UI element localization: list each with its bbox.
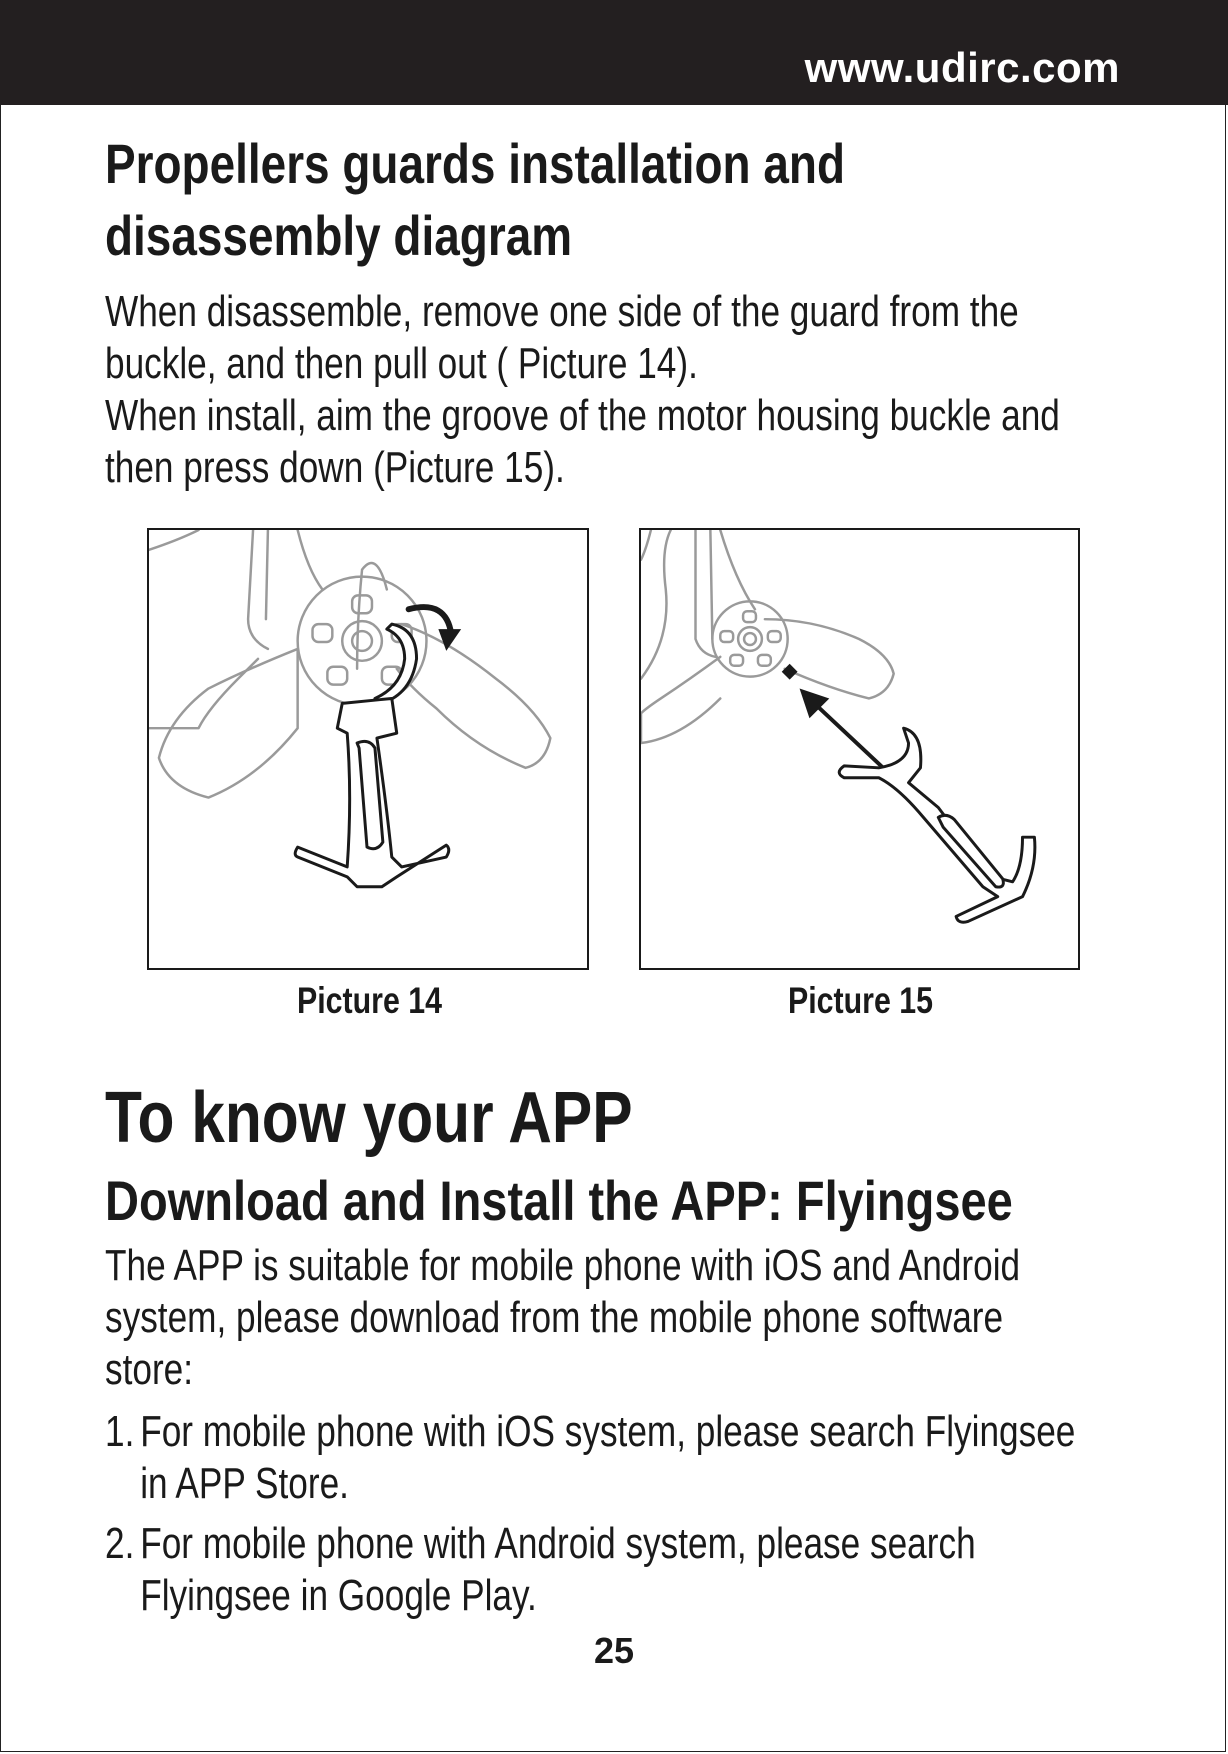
download-steps-list (105, 1406, 1145, 1630)
instructions-paragraph (105, 286, 1145, 494)
section-title-propeller-guards (105, 128, 1007, 272)
caption-picture-14: Picture 14 (297, 980, 443, 1021)
figure-picture-14 (147, 528, 589, 970)
app-description-paragraph (105, 1240, 1145, 1396)
header-bar (0, 0, 1228, 105)
list-item-line: For mobile phone with Android system, please search (140, 1519, 976, 1568)
paragraph-line: store: (105, 1345, 194, 1394)
page-number: 25 (593, 1630, 635, 1671)
list-item (105, 1406, 1145, 1510)
paragraph-line: system, please download from the mobile phone software (105, 1293, 1004, 1342)
figure-picture-15 (639, 528, 1080, 970)
paragraph-line: When install, aim the groove of the motor housing buckle and (105, 391, 1060, 440)
title-line: disassembly diagram (105, 204, 573, 267)
title-line: Propellers guards installation and (105, 132, 845, 195)
section-title-know-your-app: To know your APP (105, 1078, 633, 1158)
propeller-guard-installation-diagram-icon (641, 530, 1078, 968)
caption-picture-15: Picture 15 (788, 980, 934, 1021)
paragraph-line: then press down (Picture 15). (105, 443, 565, 492)
list-item-number: 2. (105, 1519, 135, 1568)
list-item-number: 1. (105, 1407, 135, 1456)
propeller-guard-removal-diagram-icon (149, 530, 587, 968)
list-item-line: in APP Store. (140, 1459, 349, 1508)
list-item-line: Flyingsee in Google Play. (140, 1571, 537, 1620)
list-item-line: For mobile phone with iOS system, please search Flyingsee (140, 1407, 1076, 1456)
paragraph-line: When disassemble, remove one side of the guard from the (105, 287, 1019, 336)
list-item (105, 1518, 1145, 1622)
paragraph-line: buckle, and then pull out ( Picture 14). (105, 339, 698, 388)
section-subtitle-download-app: Download and Install the APP: Flyingsee (105, 1169, 1013, 1232)
paragraph-line: The APP is suitable for mobile phone with iOS and Android (105, 1241, 1021, 1290)
site-url[interactable]: www.udirc.com (804, 44, 1120, 91)
